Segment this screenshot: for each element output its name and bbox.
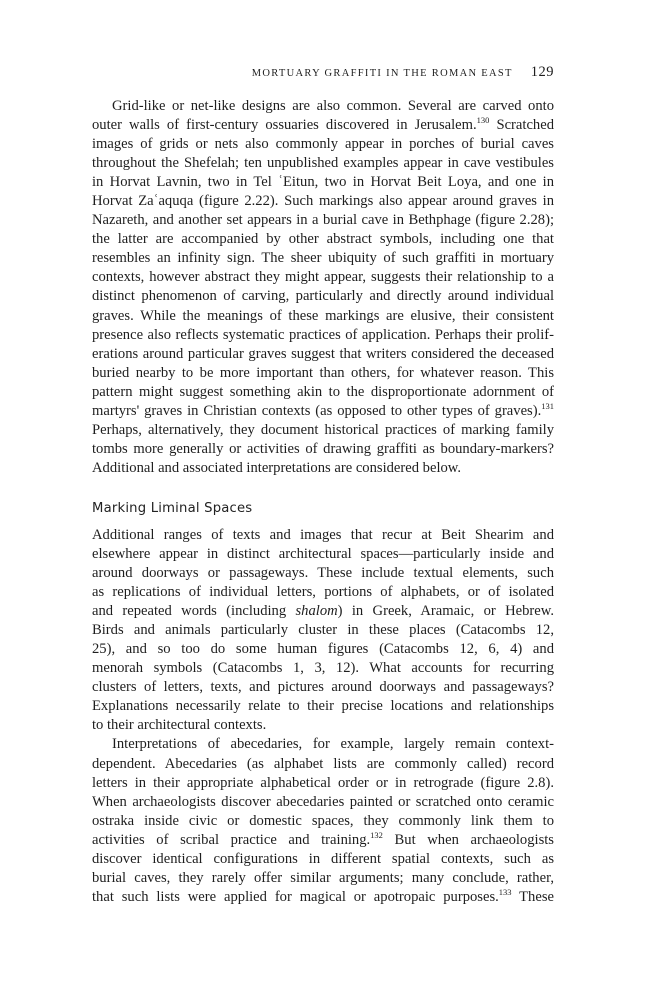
- text-run: buried nearby to be more important than others, for whatever reason. This: [92, 364, 554, 381]
- text-line: [92, 421, 554, 440]
- footnote-ref: 132: [370, 829, 383, 840]
- text-run: Grid-like or net-like designs are also common. Several are carved onto: [112, 98, 554, 114]
- text-run: erations around particular graves suggest that writers considered the deceased: [92, 345, 554, 362]
- text-run: tombs more generally or activities of drawing graffiti as boundary-markers?: [92, 440, 554, 457]
- text-line: [92, 211, 554, 230]
- body-text: [92, 97, 554, 907]
- text-run: outer walls of first-century ossuaries discovered in Jerusalem.: [92, 117, 477, 134]
- text-line: [92, 440, 554, 459]
- text-line: [92, 640, 554, 659]
- text-line: [92, 774, 554, 793]
- text-run: Explanations necessarily relate to their precise locations and relationships: [92, 698, 554, 715]
- text-run: These: [511, 888, 554, 905]
- footnote-ref: 131: [541, 400, 554, 411]
- text-run: images of grids or nets also commonly appear in porches of burial caves: [92, 136, 554, 153]
- running-title: MORTUARY GRAFFITI IN THE ROMAN EAST: [251, 68, 513, 79]
- text-run: Horvat Zaʿaquqa (figure 2.22). Such markings also appear around graves in: [92, 193, 554, 210]
- text-run: resembles an infinity sign. The sheer ubiquity of such graffiti in mortuary: [92, 250, 554, 267]
- text-line: [92, 850, 554, 869]
- text-line: [92, 793, 554, 812]
- text-run: presence also reflects systematic practices of application. Perhaps their prolif-: [92, 326, 554, 343]
- text-run: clusters of letters, texts, and pictures around doorways and passageways?: [92, 679, 554, 696]
- text-run: Interpretations of abecedaries, for example, largely remain context-: [112, 736, 554, 753]
- running-head: [92, 64, 554, 81]
- text-line: [92, 364, 554, 383]
- text-line: [92, 249, 554, 268]
- text-line: [92, 97, 554, 116]
- text-run: discover identical configurations in different spatial contexts, such as: [92, 850, 554, 867]
- text-run: and repeated words (including: [92, 603, 296, 620]
- text-line: [92, 345, 554, 364]
- text-line: [92, 602, 554, 621]
- text-line: [92, 383, 554, 402]
- text-run: shalom: [295, 603, 338, 620]
- footnote-ref: 133: [498, 886, 512, 897]
- text-line: [92, 735, 554, 754]
- text-run: Additional ranges of texts and images that recur at Beit Shearim and: [92, 526, 554, 543]
- text-line: [92, 831, 554, 850]
- text-line: [92, 545, 554, 564]
- text-run: as replications of individual letters, portions of alphabets, or of isolated: [92, 584, 554, 601]
- text-line: [92, 564, 554, 583]
- text-run: to their architectural contexts.: [92, 717, 267, 734]
- paragraph: [92, 735, 554, 906]
- text-line: [92, 459, 554, 478]
- text-line: [92, 192, 554, 211]
- text-run: distinct phenomenon of carving, particularly and directly around individual: [92, 288, 554, 305]
- text-line: [92, 678, 554, 697]
- text-line: [92, 326, 554, 345]
- section-heading: Marking Liminal Spaces: [92, 500, 253, 516]
- text-run: Scratched: [489, 117, 554, 134]
- text-line: [92, 888, 554, 907]
- footnote-ref: 130: [476, 115, 490, 126]
- text-line: [92, 869, 554, 888]
- text-run: pattern might suggest something akin to the disproportionate adornment of: [92, 383, 554, 400]
- text-run: But when archaeologists: [382, 831, 554, 848]
- text-line: [92, 583, 554, 602]
- text-line: [92, 659, 554, 678]
- text-line: [92, 755, 554, 774]
- text-run: Perhaps, alternatively, they document historical practices of marking family: [92, 421, 554, 438]
- text-run: martyrs' graves in Christian contexts (as opposed to other types of graves).: [92, 402, 542, 419]
- paragraph: [92, 97, 554, 478]
- text-run: activities of scribal practice and training.: [92, 831, 371, 848]
- text-line: [92, 230, 554, 249]
- text-run: ostraka inside civic or domestic spaces, they commonly link them to: [92, 812, 554, 829]
- text-run: graves. While the meanings of these markings are elusive, their consistent: [92, 307, 554, 324]
- paragraph: [92, 526, 554, 736]
- text-run: in Horvat Lavnin, two in Tel ʿEitun, two in Horvat Beit Loya, and one in: [92, 174, 554, 191]
- text-line: [92, 154, 554, 173]
- text-line: [92, 697, 554, 716]
- text-run: throughout the Shefelah; ten unpublished examples appear in cave vestibules: [92, 155, 554, 172]
- text-line: [92, 116, 554, 135]
- text-run: letters in their appropriate alphabetical order or in retrograde (figure 2.8).: [92, 774, 554, 791]
- text-run: Birds and animals particularly cluster in these places (Catacombs 12,: [92, 622, 554, 639]
- text-run: that such lists were applied for magical or apotropaic purposes.: [92, 888, 499, 905]
- text-line: [92, 526, 554, 545]
- text-run: ) in Greek, Aramaic, or Hebrew.: [337, 603, 554, 620]
- text-line: [92, 307, 554, 326]
- text-run: burial caves, they rarely offer similar arguments; many conclude, rather,: [92, 869, 554, 886]
- text-line: [92, 173, 554, 192]
- page-number: 129: [530, 64, 554, 80]
- text-run: Additional and associated interpretations are considered below.: [92, 459, 462, 476]
- text-run: 25), and so too do some human figures (Catacombs 12, 6, 4) and: [92, 641, 554, 658]
- text-line: [92, 287, 554, 306]
- text-run: dependent. Abecedaries (as alphabet lists are commonly called) record: [92, 755, 554, 772]
- text-run: When archaeologists discover abecedaries painted or scratched onto ceramic: [92, 793, 554, 810]
- text-run: the latter are accompanied by other abstract symbols, including one that: [92, 231, 554, 248]
- text-line: [92, 812, 554, 831]
- text-line: [92, 135, 554, 154]
- text-run: Nazareth, and another set appears in a burial cave in Bethphage (figure 2.28);: [92, 212, 554, 229]
- text-run: menorah symbols (Catacombs 1, 3, 12). What accounts for recurring: [92, 660, 554, 677]
- text-line: [92, 268, 554, 287]
- text-run: contexts, however abstract they might appear, suggests their relationship to a: [92, 269, 554, 286]
- text-line: [92, 716, 554, 735]
- text-run: around doorways or passageways. These include textual elements, such: [92, 565, 554, 582]
- text-line: [92, 402, 554, 421]
- text-run: elsewhere appear in distinct architectural spaces—particularly inside and: [92, 545, 554, 562]
- text-line: [92, 621, 554, 640]
